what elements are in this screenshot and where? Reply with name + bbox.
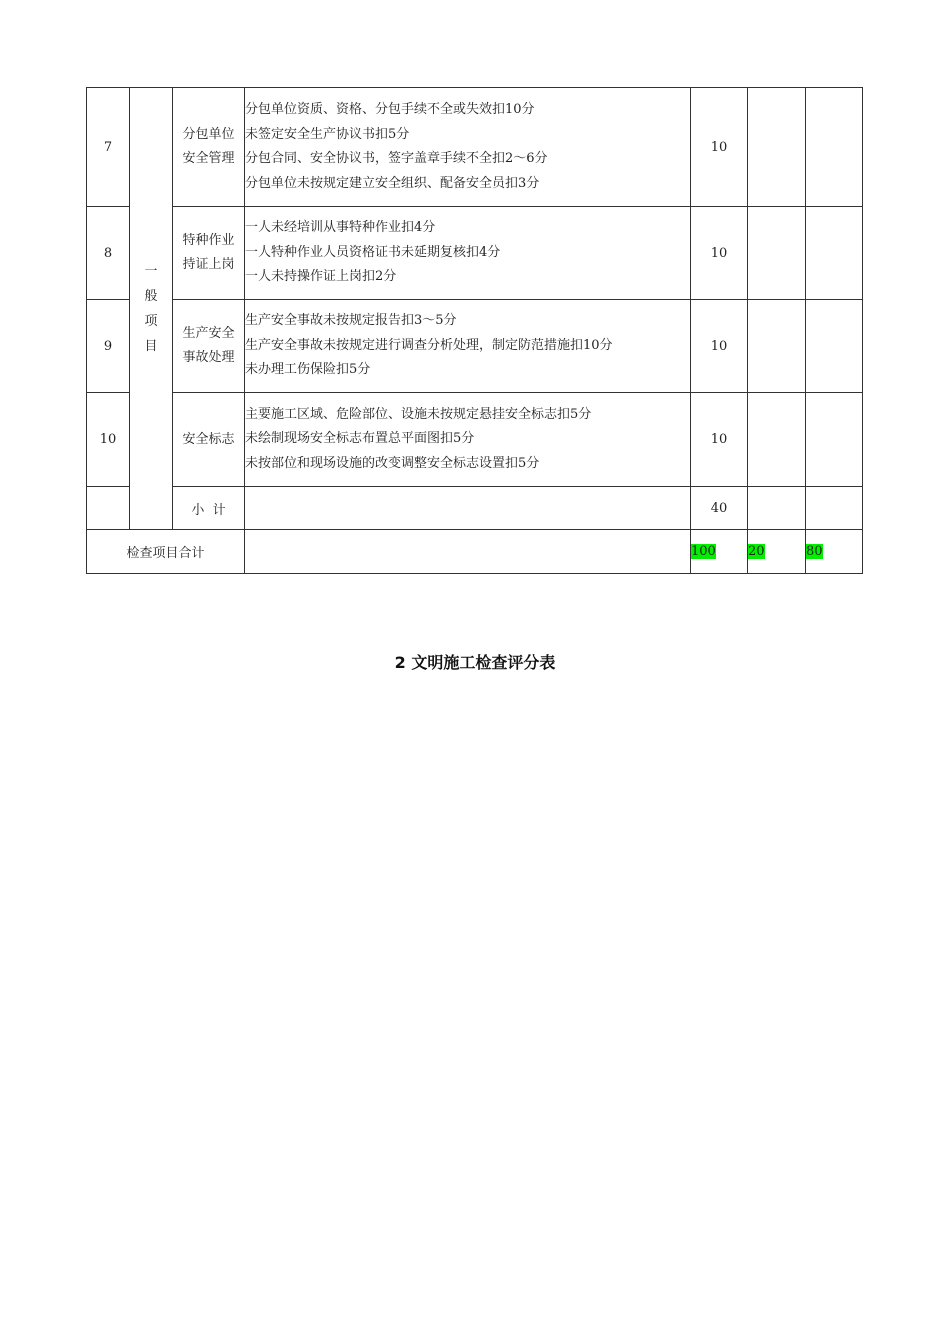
standard-line: 分包单位资质、资格、分包手续不全或失效扣10分 <box>245 102 535 117</box>
deducted-cell <box>748 207 806 300</box>
total-actual-cell <box>806 530 863 574</box>
actual-cell <box>806 300 863 393</box>
check-item-line: 事故处理 <box>182 350 235 365</box>
standard-line: 生产安全事故未按规定报告扣3～5分 <box>245 313 457 329</box>
deducted-cell <box>748 88 806 207</box>
deduction-standard <box>245 300 691 393</box>
standard-line: 未办理工伤保险扣5分 <box>245 362 371 378</box>
standard-line: 未按部位和现场设施的改变调整安全标志设置扣5分 <box>245 455 540 471</box>
check-item-line: 生产安全 <box>182 326 235 341</box>
subtotal-score: 40 <box>691 487 748 530</box>
category-char: 项 <box>144 313 158 329</box>
standard-line: 分包合同、安全协议书，签字盖章手续不全扣2～6分 <box>245 151 548 166</box>
score-cell: 10 <box>691 393 748 487</box>
check-item-line: 特种作业 <box>182 233 235 248</box>
standard-line: 分包单位未按规定建立安全组织、配备安全员扣3分 <box>245 175 540 191</box>
deduction-standard <box>245 393 691 487</box>
total-row <box>87 530 863 574</box>
subtotal-row <box>87 487 863 530</box>
deduction-standard <box>245 207 691 300</box>
total-score-cell <box>691 530 748 574</box>
safety-score-table <box>86 87 863 574</box>
total-deducted: 20 <box>748 544 765 559</box>
actual-cell <box>806 487 863 530</box>
score-cell: 10 <box>691 207 748 300</box>
table-row <box>87 300 863 393</box>
check-item-line: 安全标志 <box>182 431 235 447</box>
actual-cell <box>806 207 863 300</box>
row-number: 7 <box>87 88 130 207</box>
deduction-standard <box>245 88 691 207</box>
category-char: 目 <box>144 338 158 354</box>
check-item <box>173 88 245 207</box>
score-cell: 10 <box>691 88 748 207</box>
row-number: 9 <box>87 300 130 393</box>
subtotal-label: 小 计 <box>173 487 245 530</box>
standard-line: 未签定安全生产协议书扣5分 <box>245 126 410 142</box>
check-item-line: 安全管理 <box>182 151 235 166</box>
total-deducted-cell <box>748 530 806 574</box>
standard-line: 主要施工区域、危险部位、设施未按规定悬挂安全标志扣5分 <box>245 406 592 422</box>
row-number: 8 <box>87 207 130 300</box>
empty-cell <box>245 487 691 530</box>
empty-cell <box>245 530 691 574</box>
standard-line: 一人未经培训从事特种作业扣4分 <box>245 220 436 236</box>
total-label: 检查项目合计 <box>87 530 245 574</box>
check-item-line: 持证上岗 <box>182 257 235 272</box>
actual-cell <box>806 393 863 487</box>
standard-line: 一人特种作业人员资格证书未延期复核扣4分 <box>245 244 501 260</box>
table-row <box>87 88 863 207</box>
check-item <box>173 393 245 487</box>
score-cell: 10 <box>691 300 748 393</box>
section-title: 2 文明施工检查评分表 <box>394 653 556 672</box>
category-cell <box>130 88 173 530</box>
total-score: 100 <box>691 544 716 559</box>
deducted-cell <box>748 487 806 530</box>
empty-cell <box>87 487 130 530</box>
check-item <box>173 300 245 393</box>
category-char: 般 <box>144 288 158 304</box>
actual-cell <box>806 88 863 207</box>
check-item <box>173 207 245 300</box>
table-row <box>87 207 863 300</box>
table-row <box>87 393 863 487</box>
row-number: 10 <box>87 393 130 487</box>
check-item-line: 分包单位 <box>182 127 235 142</box>
standard-line: 未绘制现场安全标志布置总平面图扣5分 <box>245 431 475 447</box>
total-actual: 80 <box>806 544 823 559</box>
deducted-cell <box>748 393 806 487</box>
deducted-cell <box>748 300 806 393</box>
standard-line: 一人未持操作证上岗扣2分 <box>245 269 397 285</box>
standard-line: 生产安全事故未按规定进行调查分析处理，制定防范措施扣10分 <box>245 337 613 353</box>
category-char: 一 <box>144 263 158 279</box>
